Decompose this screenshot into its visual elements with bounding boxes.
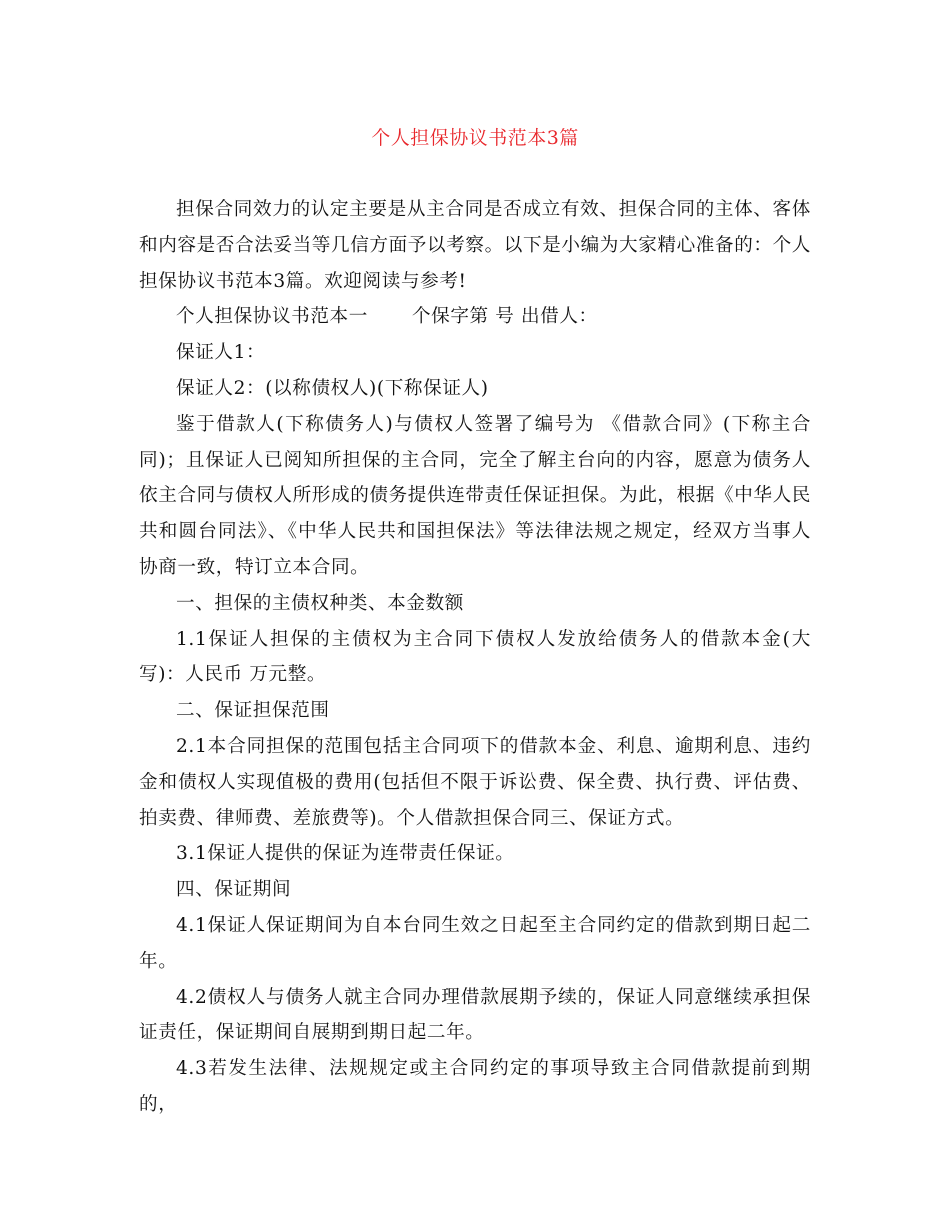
clause-4-3: 4.3若发生法律、法规规定或主合同约定的事项导致主合同借款提前到期的， (139, 1058, 811, 1115)
contract-heading-line (139, 299, 811, 335)
contract-number-lender: 个保字第 号 出借人： (411, 306, 598, 328)
document-title: 个人担保协议书范本3篇 (371, 127, 579, 149)
guarantor-2-line: 保证人2：(以称债权人)(下称保证人) (176, 377, 489, 399)
document-body (139, 192, 811, 1123)
section-4-heading: 四、保证期间 (176, 879, 292, 901)
clause-2-1: 2.1本合同担保的范围包括主合同项下的借款本金、利息、逾期利息、违约金和债权人实现值极的费用(包括但不限于诉讼费、保全费、执行费、评估费、拍卖费、律师费、差旅费等)。个人借款担保合同三、保证方式。 (139, 735, 811, 829)
clause-3-1: 3.1保证人提供的保证为连带责任保证。 (176, 843, 515, 865)
intro-paragraph: 担保合同效力的认定主要是从主合同是否成立有效、担保合同的主体、客体和内容是否合法妥当等几信方面予以考察。以下是小编为大家精心准备的：个人担保协议书范本3篇。欢迎阅读与参考! (139, 199, 811, 292)
section-1-heading: 一、担保的主债权种类、本金数额 (176, 592, 464, 614)
clause-4-1: 4.1保证人保证期间为自本台同生效之日起至主合同约定的借款到期日起二年。 (139, 914, 811, 972)
contract-heading: 个人担保协议书范本一 (176, 306, 368, 328)
recital-paragraph: 鉴于借款人(下称债务人)与债权人签署了编号为 《借款合同》(下称主合同)；且保证人已阅知所担保的主合同，完全了解主台向的内容，愿意为债务人依主合同与债权人所形成的债务提供连带责任保证担保。为此，根据《中华人民共和圆台同法》、《中华人民共和国担保法》等法律法规之规定，经双方当事人协商一致，特订立本合同。 (139, 413, 811, 578)
guarantor-1-line: 保证人1： (176, 342, 266, 364)
section-2-heading: 二、保证担保范围 (176, 700, 330, 722)
clause-1-1: 1.1保证人担保的主债权为主合同下债权人发放给债务人的借款本金(大写)：人民币 万元整。 (139, 628, 811, 686)
clause-4-2: 4.2债权人与债务人就主合同办理借款展期予续的，保证人同意继续承担保证责任，保证期间自展期到期日起二年。 (139, 986, 811, 1044)
